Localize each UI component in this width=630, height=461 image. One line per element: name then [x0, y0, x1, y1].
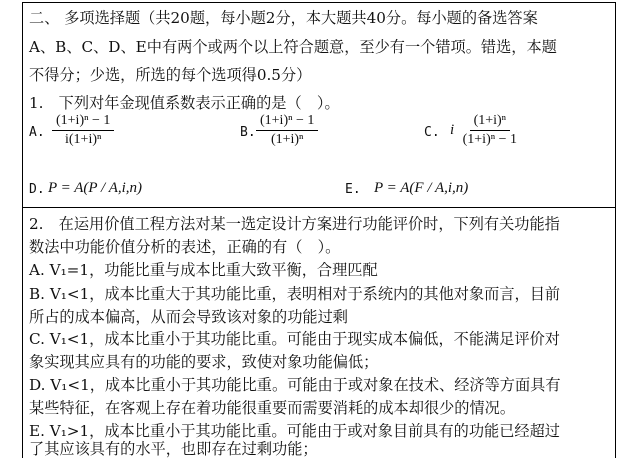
q2-option-a-line-1: A. V₁=1，功能比重与成本比重大致平衡，合理匹配 [29, 261, 378, 279]
q2-option-c-line-2: 象实现其应具有的功能的要求，致使对象功能偏低； [29, 353, 379, 371]
q2-option-c-line-1: C. V₁<1，成本比重小于其功能比重。可能由于现实成本偏低，不能满足评价对 [29, 330, 560, 348]
q2-option-e-line-1: E. V₁>1，成本比重小于其功能比重。可能由于或对象目前具有的功能已经超过 [29, 422, 560, 440]
q1-option-c-numerator: (1+i)ⁿ [470, 113, 511, 131]
q1-option-b-numerator: (1+i)ⁿ − 1 [256, 113, 318, 131]
question-2-stem-line-2: 数法中功能价值分析的表述，正确的有（ ）。 [29, 238, 341, 256]
q1-option-d-formula: P = A(P / A,i,n) [48, 180, 143, 196]
table-divider [22, 207, 616, 208]
table-border-left [22, 2, 23, 458]
q2-option-e-line-2: 了其应该具有的水平，也即存在过剩功能； [29, 440, 318, 458]
section-instructions-line-3: 不得分；少选，所选的每个选项得0.5分） [29, 66, 312, 84]
table-border-right [615, 2, 616, 458]
q1-option-c-label: C. [424, 125, 440, 140]
q1-option-c-prefix: i [450, 122, 455, 138]
q1-option-a-denominator: i(1+i)ⁿ [65, 132, 102, 147]
q1-option-d-label: D. [29, 182, 45, 197]
q1-option-a-label: A. [29, 125, 45, 140]
q1-option-a-formula [52, 113, 114, 148]
q1-option-a-numerator: (1+i)ⁿ − 1 [52, 113, 114, 131]
question-2-stem-line-1: 2. 在运用价值工程方法对某一选定设计方案进行功能评价时，下列有关功能指 [29, 215, 560, 233]
section-instructions-line-2: A、B、C、D、E中有两个或两个以上符合题意，至少有一个错项。错选，本题 [29, 38, 557, 56]
q2-option-d-line-1: D. V₁<1，成本比重小于其功能比重。可能由于或对象在技术、经济等方面具有 [29, 376, 561, 394]
q2-option-b-line-2: 所占的成本偏高，从而会导致该对象的功能过剩 [29, 308, 348, 326]
question-1-stem: 1. 下列对年金现值系数表示正确的是（ ）。 [29, 94, 340, 112]
table-border-top [22, 2, 616, 3]
section-instructions-line-1: 二、 多项选择题（共20题，每小题2分，本大题共40分。每小题的备选答案 [29, 9, 538, 27]
q1-option-c-denominator: (1+i)ⁿ − 1 [462, 132, 518, 147]
q1-option-b-label: B. [240, 125, 256, 140]
q2-option-d-line-2: 某些特征，在客观上存在着功能很重要而需要消耗的成本却很少的情况。 [29, 399, 515, 417]
q1-option-b-denominator: (1+i)ⁿ [270, 132, 304, 147]
q1-option-b-formula [256, 113, 318, 148]
q1-option-e-formula: P = A(F / A,i,n) [374, 180, 469, 196]
q1-option-c-formula [450, 113, 521, 148]
q1-option-e-label: E. [345, 182, 361, 197]
q2-option-b-line-1: B. V₁<1，成本比重大于其功能比重，表明相对于系统内的其他对象而言，目前 [29, 285, 561, 303]
